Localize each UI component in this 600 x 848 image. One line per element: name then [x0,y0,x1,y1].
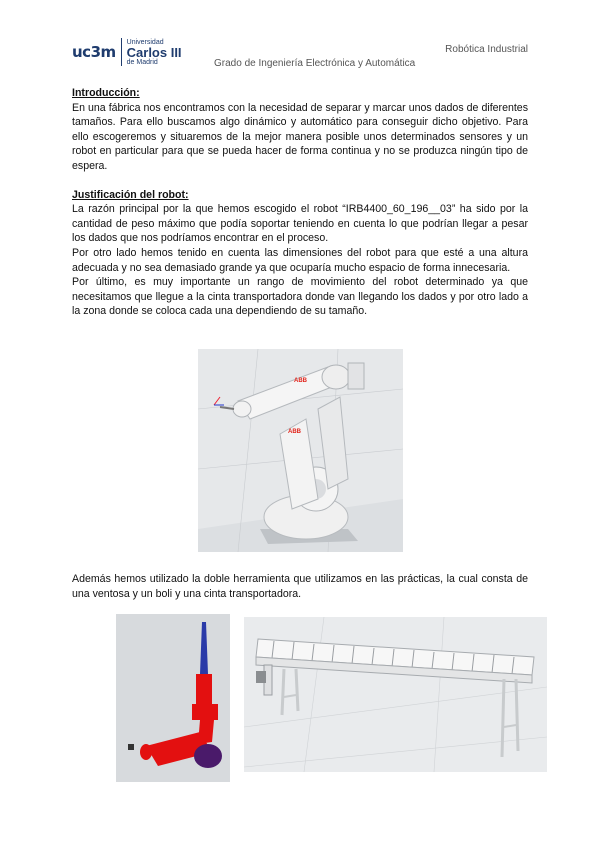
logo-separator [121,38,122,66]
tool-image [116,614,230,782]
paragraph: La razón principal por la que hemos escogido el robot “IRB4400_60_196__03” ha sido por la cantidad de peso máximo que podía soportar teniendo en cuenta lo que podrían llegar a pesar los dados que nos podríamos encontrar en el proceso. [72,203,528,245]
degree-title: Grado de Ingeniería Electrónica y Automática [214,58,416,69]
document-body [72,86,528,319]
paragraph: Por último, es muy importante un rango de movimiento del robot determinado ya que necesitamos que llegue a la cinta transportadora donde van llegando los dados y por otro lado a la zona donde se coloca cada una dependiendo de su tamaño. [72,276,528,318]
logo-line-3: de Madrid [126,58,158,66]
double-tool-illustration [116,614,230,782]
paragraph: Por otro lado hemos tenido en cuenta las dimensiones del robot para que esté a una altura adecuada y no sea demasiado grande ya que ocuparía mucho espacio de forma innecesaria. [72,246,528,274]
logo-uc3m: uc3m [72,43,116,61]
section-heading-intro: Introducción: [72,87,140,99]
conveyor-image [244,617,547,772]
logo-line-1: Universidad [126,38,164,46]
page-header [0,0,600,80]
paragraph-tools: Además hemos utilizado la doble herramienta que utilizamos en las prácticas, la cual consta de una ventosa y un boli y una cinta transportadora. [72,573,528,600]
logo-university-name [127,39,182,66]
university-logo [72,38,182,66]
robot-brand-label-2: ABB [288,429,301,435]
logo-line-2: Carlos III [126,44,182,60]
section-heading-robot: Justificación del robot: [72,188,189,201]
course-title: Robótica Industrial [445,44,528,55]
conveyor-illustration [244,617,547,772]
robot-image [198,349,403,552]
paragraph: En una fábrica nos encontramos con la necesidad de separar y marcar unos dados de diferentes tamaños. Para ello buscamos algo dinámico y automático para conseguir dicho objetivo. Para ello escogeremos y situaremos de la mejor manera posible unos determinados sensores y un robot en particular para que se pueda hacer de forma continua y no se produzca ningún tipo de espera. [72,101,528,172]
robot-brand-label-1: ABB [294,378,307,384]
robot-illustration [198,349,403,552]
